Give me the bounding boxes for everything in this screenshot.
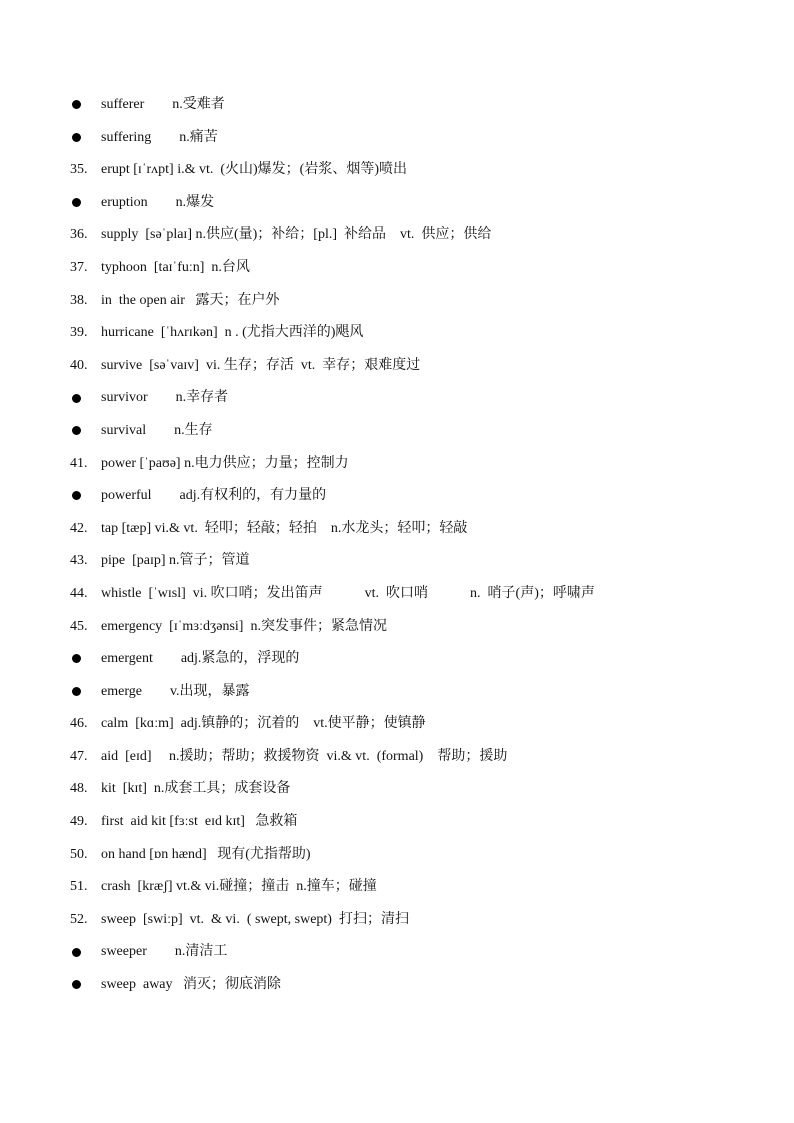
entry-number: 50. [70,846,88,862]
numbered-entry [0,219,794,252]
entry-text: in the open air 露天；在户外 [101,292,280,308]
entry-number: 36. [70,227,88,243]
numbered-entry [0,904,794,937]
entry-text: calm [kɑːm] adj.镇静的；沉着的 vt.使平静；使镇静 [101,716,426,732]
entry-number: 46. [70,716,88,732]
numbered-entry [0,806,794,839]
numbered-entry [0,513,794,546]
entry-text: kit [kɪt] n.成套工具；成套设备 [101,781,291,797]
bullet-entry [0,936,794,969]
numbered-entry [0,317,794,350]
entry-text: survive [səˈvaɪv] vi. 生存；存活 vt. 幸存；艰难度过 [101,357,421,373]
entry-number: 37. [70,259,88,275]
entry-text: power [ˈpaʊə] n.电力供应；力量；控制力 [101,455,349,471]
bullet-entry [0,382,794,415]
entry-text: aid [eɪd] n.援助；帮助；救援物资 vi.& vt. (formal) 帮助；援助 [101,748,508,764]
entry-text: on hand [ɒn hænd] 现有(尤指帮助) [101,846,311,862]
vocabulary-list [0,89,794,1002]
entry-number: 48. [70,781,88,797]
entry-text: erupt [ɪˈrʌpt] i.& vt. (火山)爆发；(岩浆、烟等)喷出 [101,162,408,178]
bullet-entry [0,676,794,709]
numbered-entry [0,252,794,285]
bullet-entry [0,187,794,220]
bullet-entry [0,415,794,448]
entry-text: suffering n.痛苦 [101,129,218,145]
entry-text: emergent adj.紧急的，浮现的 [101,651,300,667]
bullet-entry [0,969,794,1002]
entry-text: emergency [ɪˈmɜːdʒənsi] n.突发事件；紧急情况 [101,618,387,634]
entry-number: 42. [70,520,88,536]
bullet-dot-icon [72,100,81,109]
numbered-entry [0,285,794,318]
bullet-dot-icon [72,491,81,500]
numbered-entry [0,839,794,872]
entry-number: 45. [70,618,88,634]
entry-number: 43. [70,553,88,569]
bullet-entry [0,122,794,155]
bullet-entry [0,480,794,513]
bullet-dot-icon [72,198,81,207]
bullet-dot-icon [72,426,81,435]
entry-text: typhoon [taɪˈfuːn] n.台风 [101,259,250,275]
entry-text: sweep [swiːp] vt. & vi. ( swept, swept) 打扫；清扫 [101,911,409,927]
entry-text: sufferer n.受难者 [101,97,225,112]
entry-text: powerful adj.有权利的，有力量的 [101,488,327,504]
entry-number: 40. [70,357,88,373]
entry-text: eruption n.爆发 [101,194,215,210]
entry-text: crash [kræʃ] vt.& vi.碰撞；撞击 n.撞车；碰撞 [101,879,377,895]
bullet-dot-icon [72,687,81,696]
bullet-dot-icon [72,948,81,957]
entry-text: sweeper n.清洁工 [101,944,228,960]
entry-text: first aid kit [fɜːst eɪd kɪt] 急救箱 [101,814,298,830]
entry-text: pipe [paɪp] n.管子；管道 [101,553,250,569]
entry-text: supply [səˈplaɪ] n.供应(量)；补给；[pl.] 补给品 vt. 供应；供给 [101,227,492,243]
numbered-entry [0,578,794,611]
entry-number: 38. [70,292,88,308]
numbered-entry [0,611,794,644]
numbered-entry [0,350,794,383]
entry-text: survival n.生存 [101,422,213,438]
bullet-dot-icon [72,394,81,403]
numbered-entry [0,871,794,904]
bullet-dot-icon [72,980,81,989]
entry-number: 35. [70,162,88,178]
numbered-entry [0,708,794,741]
entry-text: hurricane [ˈhʌrɪkən] n . (尤指大西洋的)飓风 [101,325,364,341]
numbered-entry [0,154,794,187]
entry-number: 39. [70,325,88,341]
bullet-dot-icon [72,133,81,142]
entry-number: 41. [70,455,88,471]
bullet-entry [0,643,794,676]
entry-number: 44. [70,585,88,601]
entry-text: survivor n.幸存者 [101,390,229,406]
numbered-entry [0,448,794,481]
entry-number: 52. [70,911,88,927]
numbered-entry [0,545,794,578]
entry-number: 49. [70,814,88,830]
entry-text: emerge v.出现，暴露 [101,683,250,699]
entry-number: 47. [70,748,88,764]
entry-text: tap [tæp] vi.& vt. 轻叩；轻敲；轻拍 n.水龙头；轻叩；轻敲 [101,520,468,536]
entry-number: 51. [70,879,88,895]
numbered-entry [0,773,794,806]
entry-text: sweep away 消灭；彻底消除 [101,977,282,993]
numbered-entry [0,741,794,774]
bullet-entry [0,89,794,122]
bullet-dot-icon [72,654,81,663]
entry-text: whistle [ˈwɪsl] vi. 吹口哨；发出笛声 vt. 吹口哨 n. 哨子(声)；呼啸声 [101,585,595,601]
